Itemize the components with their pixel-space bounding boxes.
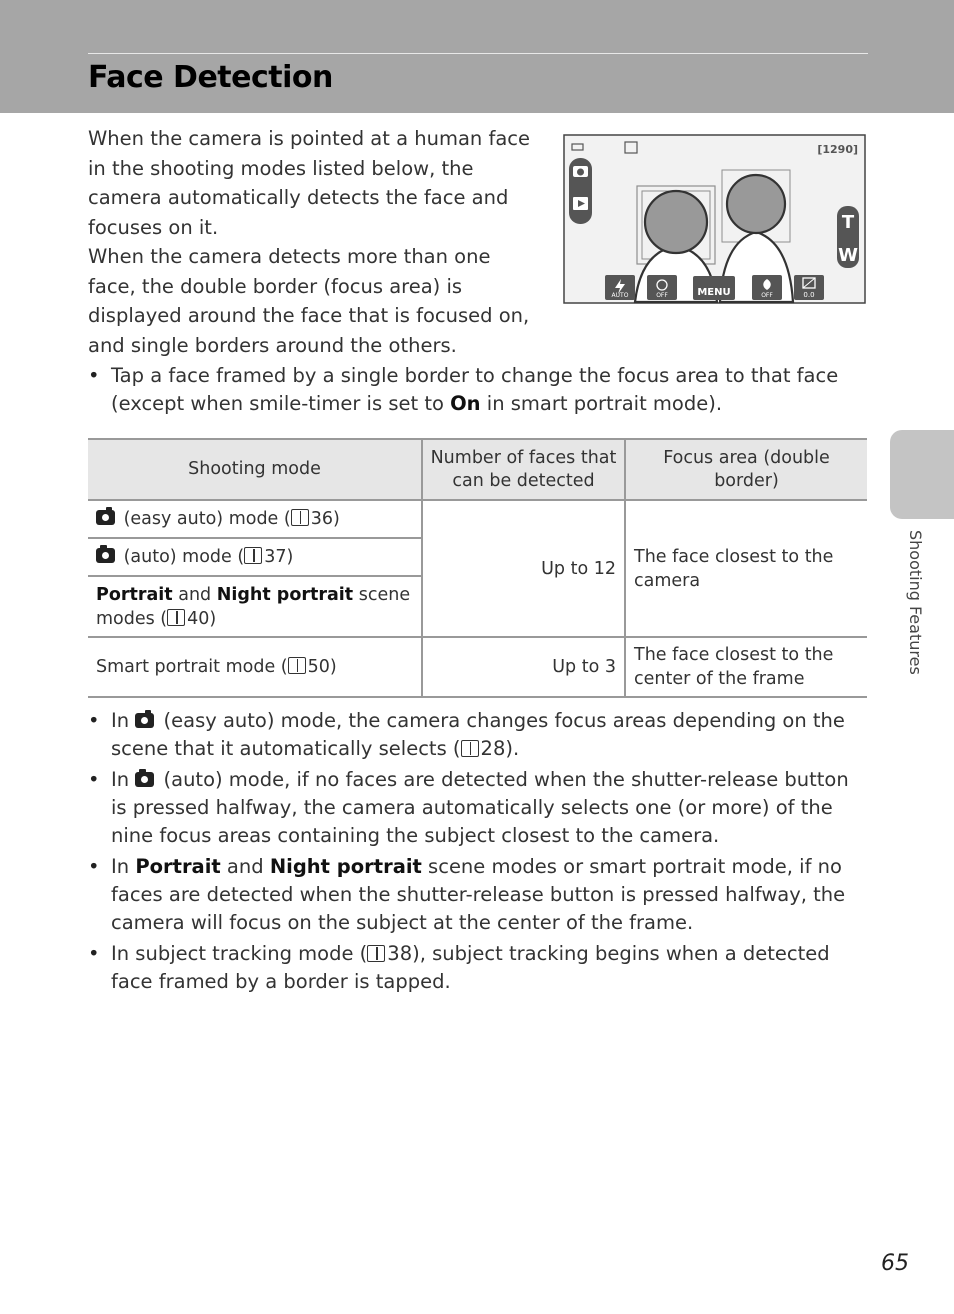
easy-auto-icon [96,510,115,525]
page-ref-icon [367,945,385,962]
macro-button [752,275,782,300]
faces-up-to-12: Up to 12 [422,500,625,637]
page-ref-icon [288,657,306,674]
row-easy-auto: (easy auto) mode ( 36) [88,500,422,538]
header-focus-area: Focus area (double border) [625,439,867,500]
note-subject-tracking: • In subject tracking mode ( 38), subject tracking begins when a detected face framed by a border is tapped. [88,940,868,996]
header-rule [88,53,868,54]
table-header-row [88,439,867,500]
intro-text [88,124,538,360]
easy-auto-icon [135,713,154,728]
row-portrait: Portrait and Night portrait scene modes ( 40) [88,576,422,637]
focus-closest-center: The face closest to the center of the frame [625,637,867,697]
focus-closest-camera: The face closest to the camera [625,500,867,637]
page-title: Face Detection [88,60,333,95]
svg-text:MENU: MENU [697,287,731,298]
frames-remaining: [1290] [817,143,858,156]
svg-text:0.0: 0.0 [803,291,815,299]
note-easy-auto: • In (easy auto) mode, the camera changes focus areas depending on the scene that it automatically selects ( 28). [88,707,868,763]
auto-mode-icon [96,548,115,563]
row-auto: (auto) mode ( 37) [88,538,422,576]
note-portrait: • In Portrait and Night portrait scene modes or smart portrait mode, if no faces are detected when the shutter-release button is pressed halfway, the camera will focus on the subject at the center of the frame. [88,853,868,937]
face-1 [645,191,707,253]
page-ref-icon [167,609,185,626]
page-ref-icon [291,509,309,526]
flash-mode-button [605,275,635,300]
exposure-compensation-button [794,275,824,300]
page-ref-icon [244,547,262,564]
section-label: Shooting Features [906,530,925,675]
face-detection-table [88,438,867,698]
note-auto: • In (auto) mode, if no faces are detected when the shutter-release button is pressed halfway, the camera automatically selects one (or more) of the nine focus areas containing the subject closest to the camera. [88,766,868,850]
header-band [0,0,954,113]
zoom-tele: T [841,212,855,233]
header-shooting-mode: Shooting mode [88,439,422,500]
intro-paragraph-2: When the camera detects more than one face, the double border (focus area) is displayed around the face that is focused on, and single borders around the others. [88,245,530,357]
section-tab [890,430,954,519]
svg-text:OFF: OFF [761,292,773,299]
header-number-of-faces: Number of faces that can be detected [422,439,625,500]
face-2 [727,175,785,233]
table-row [88,637,867,697]
svg-text:OFF: OFF [656,292,668,299]
notes-list [88,707,868,999]
tap-bullet: • Tap a face framed by a single border to change the focus area to that face (except when smile-timer is set to On in smart portrait mode). [88,362,868,418]
camera-screen-illustration [563,134,866,304]
row-smart-portrait: Smart portrait mode ( 50) [88,637,422,697]
table-row [88,500,867,538]
page-ref-icon [461,740,479,757]
menu-button [693,276,735,300]
svg-text:AUTO: AUTO [611,292,629,299]
page-number: 65 [881,1251,909,1276]
zoom-wide: W [838,245,858,266]
faces-up-to-3: Up to 3 [422,637,625,697]
intro-paragraph-1: When the camera is pointed at a human face in the shooting modes listed below, the camera automatically detects the face and focuses on it. [88,127,530,239]
auto-mode-icon [135,772,154,787]
tap-bullet-list [88,362,868,421]
self-timer-button [647,275,677,300]
